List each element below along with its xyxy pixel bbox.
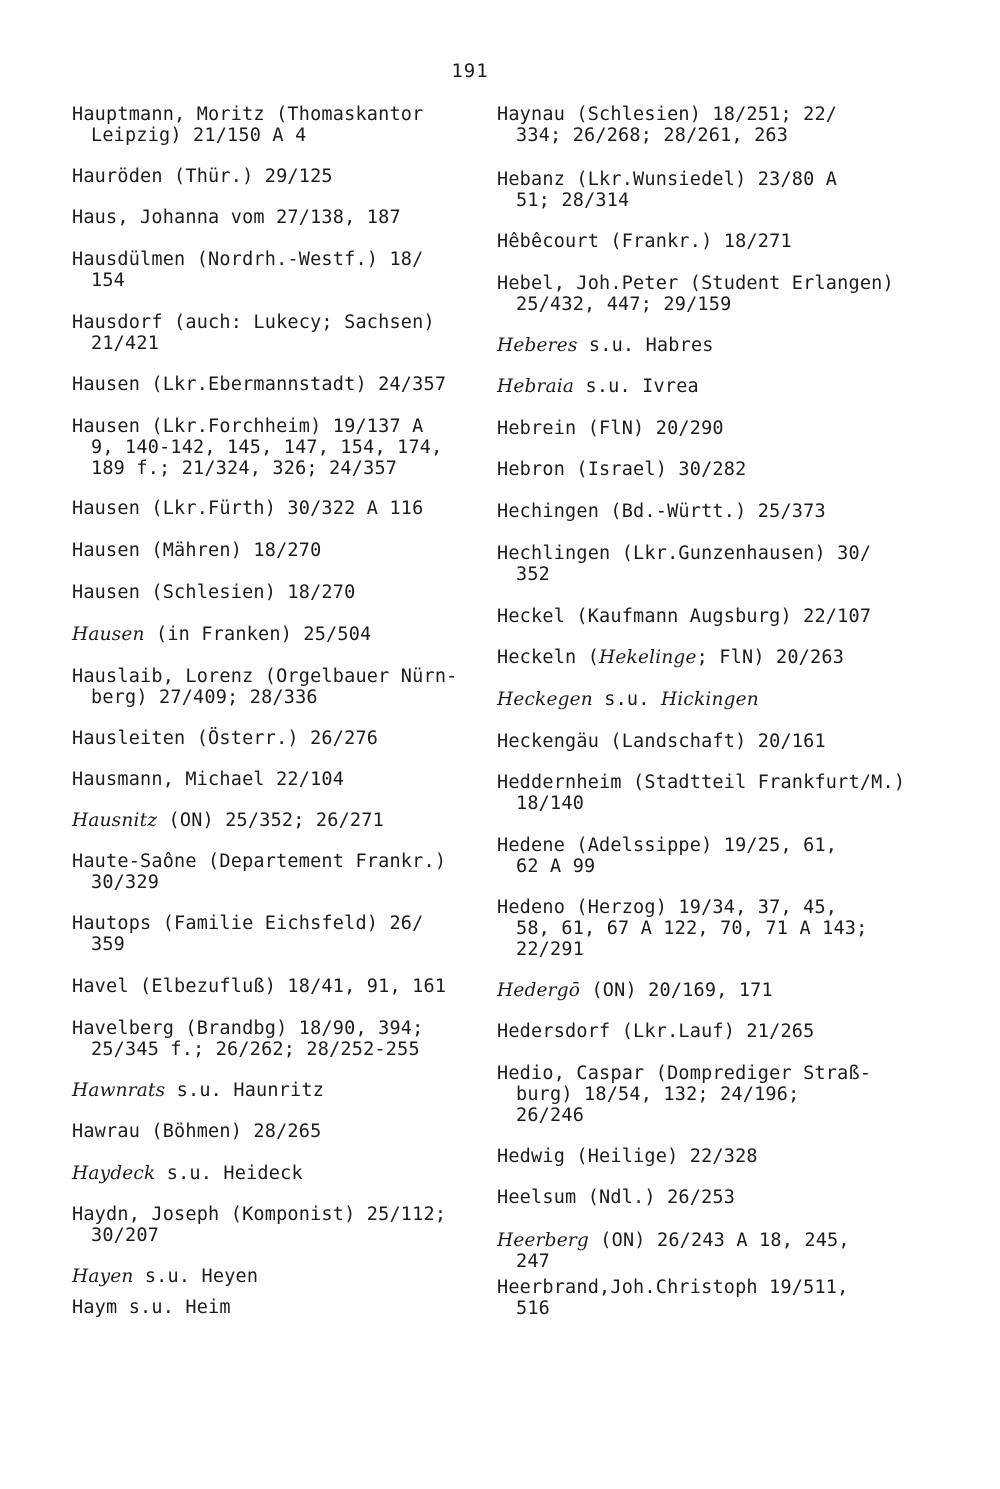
entry-continuation-line [72, 270, 423, 291]
entry-headword-line [497, 689, 759, 710]
entry-continuation-line [497, 939, 867, 960]
entry-headword-line [72, 976, 446, 997]
italic-term: Hebraia [497, 376, 575, 397]
index-entry [72, 624, 371, 645]
index-entry [72, 1018, 423, 1060]
entry-headword-line [72, 498, 423, 519]
entry-text: Hebrein (FlN) 20/290 [497, 418, 724, 439]
entry-text: (ON) 26/243 A 18, 245, [588, 1230, 850, 1251]
entry-headword-line [497, 501, 826, 522]
index-entry [72, 666, 458, 708]
entry-text: s.u. Heyen [133, 1266, 259, 1287]
entry-text: Hausdülmen (Nordrh.-Westf.) 18/ [72, 249, 424, 270]
entry-headword-line [497, 543, 871, 564]
entry-continuation-line [72, 458, 442, 479]
entry-text: s.u. [592, 689, 661, 710]
index-entry [72, 249, 423, 291]
entry-headword-line [497, 169, 837, 190]
entry-text: Heelsum (Ndl.) 26/253 [497, 1187, 736, 1208]
italic-term: Heerberg [497, 1230, 589, 1251]
entry-text: 58, 61, 67 A 122, 70, 71 A 143; [516, 918, 868, 939]
index-entry [497, 1063, 871, 1126]
index-entry [497, 543, 871, 585]
entry-text: s.u. Haunritz [165, 1080, 325, 1101]
entry-text: Hedersdorf (Lkr.Lauf) 21/265 [497, 1021, 815, 1042]
entry-text: s.u. Habres [577, 335, 714, 356]
entry-headword-line [72, 769, 344, 790]
entry-text: Hauröden (Thür.) 29/125 [72, 166, 333, 187]
index-entry [497, 980, 773, 1001]
index-entry [72, 104, 423, 146]
entry-text: 21/421 [91, 333, 160, 354]
entry-text: 18/140 [516, 793, 585, 814]
entry-text: Haym s.u. Heim [72, 1297, 231, 1318]
index-entry [497, 897, 867, 960]
entry-headword-line [497, 1187, 735, 1208]
entry-continuation-line [497, 294, 894, 315]
entry-text: Hêbêcourt (Frankr.) 18/271 [497, 231, 792, 252]
entry-text: 334; 26/268; 28/261, 263 [516, 125, 789, 146]
entry-headword-line [497, 606, 871, 627]
entry-text: 352 [516, 564, 551, 585]
entry-text: 189 f.; 21/324, 326; 24/357 [91, 458, 398, 479]
entry-continuation-line [497, 125, 837, 146]
italic-term: Heckegen [497, 689, 593, 710]
entry-text: Hebron (Israel) 30/282 [497, 459, 747, 480]
entry-text: Hebel, Joh.Peter (Student Erlangen) [497, 273, 894, 294]
entry-continuation-line [72, 687, 458, 708]
index-entry [497, 1021, 814, 1042]
entry-text: Haus, Johanna vom 27/138, 187 [72, 207, 401, 228]
entry-headword-line [72, 1163, 303, 1184]
index-entry [72, 540, 321, 561]
index-entry [497, 835, 837, 877]
index-entry [497, 689, 759, 710]
entry-headword-line [497, 1230, 850, 1251]
entry-text: 247 [516, 1251, 551, 1272]
entry-headword-line [72, 810, 384, 831]
index-entry [497, 606, 871, 627]
entry-headword-line [72, 1121, 321, 1142]
entry-headword-line [72, 416, 442, 437]
entry-continuation-line [497, 190, 837, 211]
entry-headword-line [72, 1080, 324, 1101]
entry-headword-line [497, 335, 714, 356]
entry-text: Hedio, Caspar (Domprediger Straß- [497, 1063, 872, 1084]
entry-continuation-line [72, 437, 442, 458]
italic-term: Haydeck [72, 1163, 156, 1184]
index-entry [72, 582, 355, 603]
index-entry [497, 169, 837, 211]
entry-continuation-line [497, 1084, 871, 1105]
index-entry [497, 376, 699, 397]
entry-text: Heerbrand,Joh.Christoph 19/511, [497, 1277, 849, 1298]
entry-continuation-line [72, 1039, 423, 1060]
index-entry [497, 418, 724, 439]
index-entry [72, 913, 423, 955]
entry-headword-line [497, 1021, 814, 1042]
index-entry [72, 166, 333, 187]
entry-headword-line [497, 647, 844, 668]
entry-text: 25/345 f.; 26/262; 28/252-255 [91, 1039, 420, 1060]
entry-headword-line [497, 376, 699, 397]
entry-headword-line [497, 980, 773, 1001]
entry-continuation-line [497, 1251, 850, 1272]
entry-text: Haute-Saône (Departement Frankr.) [72, 851, 447, 872]
italic-term: Hedergō [497, 980, 581, 1001]
entry-text: Hedwig (Heilige) 22/328 [497, 1146, 758, 1167]
entry-text: Hedene (Adelssippe) 19/25, 61, [497, 835, 838, 856]
entry-text: Leipzig) 21/150 A 4 [91, 125, 307, 146]
entry-headword-line [497, 273, 894, 294]
index-entry [72, 1080, 324, 1101]
entry-headword-line [497, 897, 867, 918]
index-entry [72, 498, 423, 519]
entry-headword-line [72, 1266, 258, 1287]
entry-headword-line [72, 374, 446, 395]
index-entry [72, 207, 401, 228]
index-entry [497, 731, 826, 752]
entry-text: 62 A 99 [516, 856, 596, 877]
entry-headword-line [497, 104, 837, 125]
entry-continuation-line [497, 1298, 848, 1319]
entry-text: Hausen (Lkr.Fürth) 30/322 A 116 [72, 498, 424, 519]
entry-continuation-line [72, 125, 423, 146]
entry-headword-line [72, 540, 321, 561]
entry-headword-line [72, 207, 401, 228]
entry-headword-line [497, 231, 792, 252]
index-entry [497, 1277, 848, 1319]
entry-text: (ON) 25/352; 26/271 [157, 810, 384, 831]
index-entry [72, 851, 446, 893]
entry-headword-line [72, 582, 355, 603]
index-entry [497, 1230, 850, 1272]
italic-term: Heberes [497, 335, 578, 356]
entry-headword-line [72, 104, 423, 125]
index-entry [497, 104, 837, 146]
entry-text: Hausen (Lkr.Ebermannstadt) 24/357 [72, 374, 447, 395]
entry-text: 154 [91, 270, 126, 291]
entry-headword-line [497, 731, 826, 752]
entry-headword-line [497, 835, 837, 856]
entry-text: (ON) 20/169, 171 [580, 980, 773, 1001]
entry-text: Hauslaib, Lorenz (Orgelbauer Nürn- [72, 666, 458, 687]
index-entry [72, 1297, 231, 1318]
entry-headword-line [72, 666, 458, 687]
entry-continuation-line [497, 564, 871, 585]
italic-term: Hayen [72, 1266, 134, 1287]
entry-headword-line [497, 1063, 871, 1084]
entry-headword-line [72, 1018, 423, 1039]
entry-continuation-line [497, 1105, 871, 1126]
italic-term: Hekelinge [599, 647, 697, 668]
entry-headword-line [72, 1204, 446, 1225]
entry-headword-line [497, 418, 724, 439]
index-entry [497, 459, 746, 480]
index-entry [497, 231, 792, 252]
entry-text: Havelberg (Brandbg) 18/90, 394; [72, 1018, 424, 1039]
entry-text: 26/246 [516, 1105, 585, 1126]
entry-continuation-line [497, 918, 867, 939]
index-entry [72, 1163, 303, 1184]
index-entry [497, 1146, 758, 1167]
index-entry [497, 772, 905, 814]
entry-text: 30/329 [91, 872, 160, 893]
italic-term: Hawnrats [72, 1080, 166, 1101]
index-entry [497, 647, 844, 668]
entry-text: Hausmann, Michael 22/104 [72, 769, 345, 790]
index-entry [497, 273, 894, 315]
entry-continuation-line [497, 793, 905, 814]
page-number: 191 [451, 60, 489, 82]
entry-headword-line [72, 1297, 231, 1318]
entry-text: 359 [91, 934, 126, 955]
entry-headword-line [497, 1277, 848, 1298]
entry-headword-line [497, 772, 905, 793]
entry-continuation-line [72, 934, 423, 955]
entry-text: Hautops (Familie Eichsfeld) 26/ [72, 913, 424, 934]
entry-text: Hechlingen (Lkr.Gunzenhausen) 30/ [497, 543, 872, 564]
entry-text: 30/207 [91, 1225, 160, 1246]
entry-text: Haynau (Schlesien) 18/251; 22/ [497, 104, 838, 125]
entry-text: Hauptmann, Moritz (Thomaskantor [72, 104, 424, 125]
index-entry [72, 769, 344, 790]
index-entry [72, 810, 384, 831]
entry-text: Hausen (Schlesien) 18/270 [72, 582, 356, 603]
entry-text: Heckeln ( [497, 647, 600, 668]
entry-headword-line [72, 728, 378, 749]
entry-text: s.u. Ivrea [574, 376, 699, 397]
entry-headword-line [497, 1146, 758, 1167]
entry-text: Hausleiten (Österr.) 26/276 [72, 728, 379, 749]
italic-term: Hickingen [660, 689, 759, 710]
index-entry [72, 976, 446, 997]
entry-headword-line [72, 624, 371, 645]
italic-term: Hausnitz [72, 810, 158, 831]
entry-text: Hedeno (Herzog) 19/34, 37, 45, [497, 897, 838, 918]
index-entry [72, 416, 442, 479]
entry-text: Hebanz (Lkr.Wunsiedel) 23/80 A [497, 169, 838, 190]
entry-text: Heckel (Kaufmann Augsburg) 22/107 [497, 606, 872, 627]
entry-continuation-line [72, 872, 446, 893]
entry-text: 25/432, 447; 29/159 [516, 294, 732, 315]
entry-text: burg) 18/54, 132; 24/196; [516, 1084, 800, 1105]
index-entry [497, 1187, 735, 1208]
entry-text: Heckengäu (Landschaft) 20/161 [497, 731, 826, 752]
entry-text: Hechingen (Bd.-Württ.) 25/373 [497, 501, 826, 522]
italic-term: Hausen [72, 624, 145, 645]
index-entry [72, 1204, 446, 1246]
entry-text: 51; 28/314 [516, 190, 630, 211]
index-entry [72, 1266, 258, 1287]
entry-headword-line [72, 249, 423, 270]
entry-headword-line [72, 166, 333, 187]
index-entry [497, 501, 826, 522]
entry-headword-line [497, 459, 746, 480]
entry-text: 22/291 [516, 939, 585, 960]
entry-text: Heddernheim (Stadtteil Frankfurt/M.) [497, 772, 906, 793]
entry-text: 516 [516, 1298, 551, 1319]
entry-headword-line [72, 312, 435, 333]
entry-headword-line [72, 913, 423, 934]
entry-text: Havel (Elbezufluß) 18/41, 91, 161 [72, 976, 447, 997]
entry-text: Hausen (Mähren) 18/270 [72, 540, 322, 561]
entry-text: Hausen (Lkr.Forchheim) 19/137 A [72, 416, 424, 437]
index-entry [72, 728, 378, 749]
entry-text: ; FlN) 20/263 [696, 647, 845, 668]
entry-text: Haydn, Joseph (Komponist) 25/112; [72, 1204, 447, 1225]
index-entry [72, 374, 446, 395]
entry-text: berg) 27/409; 28/336 [91, 687, 318, 708]
index-entry [72, 1121, 321, 1142]
entry-text: Hausdorf (auch: Lukecy; Sachsen) [72, 312, 435, 333]
entry-continuation-line [72, 333, 435, 354]
index-entry [72, 312, 435, 354]
entry-continuation-line [72, 1225, 446, 1246]
entry-text: 9, 140-142, 145, 147, 154, 174, [91, 437, 443, 458]
entry-continuation-line [497, 856, 837, 877]
index-entry [497, 335, 714, 356]
entry-headword-line [72, 851, 446, 872]
entry-text: s.u. Heideck [155, 1163, 303, 1184]
entry-text: (in Franken) 25/504 [144, 624, 372, 645]
entry-text: Hawrau (Böhmen) 28/265 [72, 1121, 322, 1142]
